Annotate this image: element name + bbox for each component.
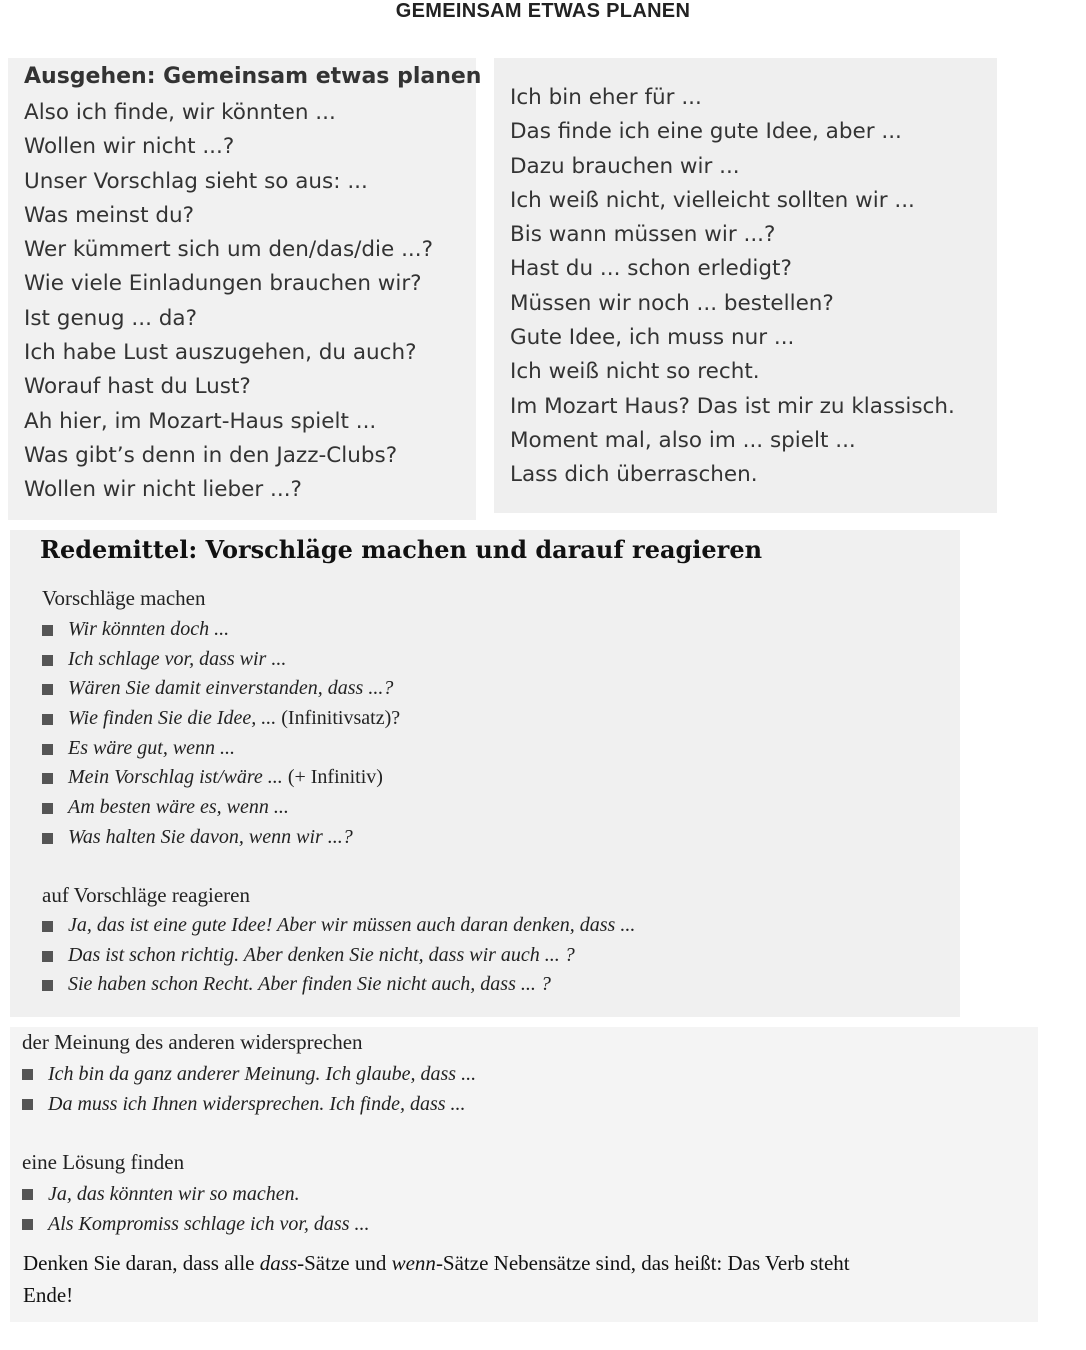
phrase-text: Das ist schon richtig. Aber denken Sie nicht, dass wir auch ... ? <box>68 943 575 966</box>
list-item <box>20 1179 369 1209</box>
list-item <box>40 911 635 941</box>
list-item <box>40 793 400 823</box>
list-item <box>40 734 400 764</box>
phrase-item: Also ich finde, wir könnten ... <box>24 100 336 125</box>
vorschlaege-list <box>40 615 400 853</box>
list-item <box>20 1059 476 1089</box>
redemittel-panel <box>10 530 960 1017</box>
note-dass: dass <box>259 1251 298 1275</box>
phrase-text: Wie finden Sie die Idee, ... <box>68 707 282 730</box>
list-item <box>20 1209 369 1239</box>
bullet-square-icon <box>42 980 53 991</box>
phrase-text: Da muss ich Ihnen widersprechen. Ich finde, dass ... <box>48 1093 466 1115</box>
list-item <box>40 615 400 645</box>
phrase-text: Wären Sie damit einverstanden, dass ...? <box>68 677 394 700</box>
phrase-text: Ich schlage vor, dass wir ... <box>68 647 287 670</box>
phrase-suffix: (Infinitivsatz)? <box>281 707 401 730</box>
phrase-item: Bis wann müssen wir ...? <box>510 222 776 248</box>
bullet-square-icon <box>42 951 53 962</box>
grammar-note <box>23 1247 1041 1311</box>
phrase-item: Unser Vorschlag sieht so aus: ... <box>24 168 368 194</box>
phrase-item: Wollen wir nicht lieber ...? <box>24 477 302 503</box>
phrase-text: Sie haben schon Recht. Aber finden Sie nicht auch, dass ... ? <box>68 973 551 996</box>
phrase-item: Worauf hast du Lust? <box>24 374 251 400</box>
note-text: Denken Sie daran, dass alle <box>23 1251 260 1275</box>
note-line2: Ende! <box>23 1283 74 1307</box>
bullet-square-icon <box>42 773 53 784</box>
phrase-item: Im Mozart Haus? Das ist mir zu klassisch. <box>510 393 955 419</box>
reagieren-list <box>40 911 635 1000</box>
phrase-item: Ich weiß nicht so recht. <box>510 359 760 385</box>
phrase-text: Am besten wäre es, wenn ... <box>68 796 289 819</box>
phrase-item: Lass dich überraschen. <box>510 462 758 488</box>
phrase-text: Was halten Sie davon, wenn wir ...? <box>68 825 353 848</box>
phrase-item: Dazu brauchen wir ... <box>510 153 740 179</box>
ausgehen-heading: Ausgehen: Gemeinsam etwas planen <box>24 64 482 89</box>
phrase-suffix: (+ Infinitiv) <box>287 766 383 789</box>
bullet-square-icon <box>42 803 53 814</box>
list-item <box>40 823 400 853</box>
ausgehen-left-list <box>24 96 433 508</box>
bullet-square-icon <box>42 684 53 695</box>
reagieren-heading: auf Vorschläge reagieren <box>42 883 250 907</box>
list-item <box>40 941 635 971</box>
phrase-text: Ja, das könnten wir so machen. <box>48 1183 300 1205</box>
phrase-text: Ja, das ist eine gute Idee! Aber wir müssen auch daran denken, dass ... <box>68 914 636 936</box>
bullet-square-icon <box>22 1219 33 1230</box>
widersprechen-heading: der Meinung des anderen widersprechen <box>22 1030 363 1054</box>
redemittel-title: Redemittel: Vorschläge machen und darauf reagieren <box>40 535 763 564</box>
phrase-item: Müssen wir noch ... bestellen? <box>510 290 834 316</box>
bullet-square-icon <box>42 655 53 666</box>
phrase-item: Das finde ich eine gute Idee, aber ... <box>510 119 902 145</box>
list-item <box>40 704 400 734</box>
phrase-item: Wie viele Einladungen brauchen wir? <box>24 271 422 297</box>
widersprechen-list <box>20 1059 476 1119</box>
phrase-item: Ich weiß nicht, vielleicht sollten wir ... <box>510 187 915 213</box>
note-text: -Sätze Nebensätze sind, das heißt: Das Verb steht <box>435 1251 850 1275</box>
phrase-item: Ah hier, im Mozart-Haus spielt ... <box>24 408 377 434</box>
bullet-square-icon <box>42 625 53 636</box>
phrase-text: Wir könnten doch ... <box>68 618 230 640</box>
loesung-list <box>20 1179 369 1239</box>
bullet-square-icon <box>42 714 53 725</box>
page-title: GEMEINSAM ETWAS PLANEN <box>395 0 691 22</box>
bullet-square-icon <box>42 833 53 844</box>
phrase-item: Wer kümmert sich um den/das/die ...? <box>24 237 434 263</box>
phrase-item: Ich bin eher für ... <box>510 85 702 110</box>
bullet-square-icon <box>22 1069 33 1080</box>
list-item <box>40 970 635 1000</box>
ausgehen-right-list <box>510 81 955 493</box>
bottom-section <box>10 1027 1038 1322</box>
note-text: -Sätze und <box>297 1251 392 1275</box>
bullet-square-icon <box>42 744 53 755</box>
phrase-item: Moment mal, also im ... spielt ... <box>510 427 856 453</box>
bullet-square-icon <box>22 1099 33 1110</box>
ausgehen-panel-left <box>8 58 482 520</box>
bullet-square-icon <box>22 1189 33 1200</box>
phrase-item: Gute Idee, ich muss nur ... <box>510 325 795 351</box>
phrase-item: Wollen wir nicht ...? <box>24 134 235 160</box>
phrase-item: Ich habe Lust auszugehen, du auch? <box>24 340 417 366</box>
phrase-text: Ich bin da ganz anderer Meinung. Ich glaube, dass ... <box>48 1063 477 1085</box>
phrase-item: Was meinst du? <box>24 202 195 228</box>
list-item <box>40 645 400 675</box>
phrase-item: Hast du ... schon erledigt? <box>510 256 792 282</box>
phrase-text: Als Kompromiss schlage ich vor, dass ... <box>48 1213 370 1235</box>
note-wenn: wenn <box>391 1251 436 1275</box>
phrase-item: Was gibt’s denn in den Jazz-Clubs? <box>24 442 398 468</box>
list-item <box>40 674 400 704</box>
phrase-text: Es wäre gut, wenn ... <box>68 736 236 759</box>
bullet-square-icon <box>42 921 53 932</box>
loesung-heading: eine Lösung finden <box>22 1150 185 1174</box>
vorschlaege-heading: Vorschläge machen <box>42 586 206 610</box>
ausgehen-panel-right <box>494 58 997 513</box>
list-item <box>20 1089 476 1119</box>
phrase-text: Mein Vorschlag ist/wäre ... <box>68 766 288 789</box>
phrase-item: Ist genug ... da? <box>24 305 197 331</box>
list-item <box>40 763 400 793</box>
